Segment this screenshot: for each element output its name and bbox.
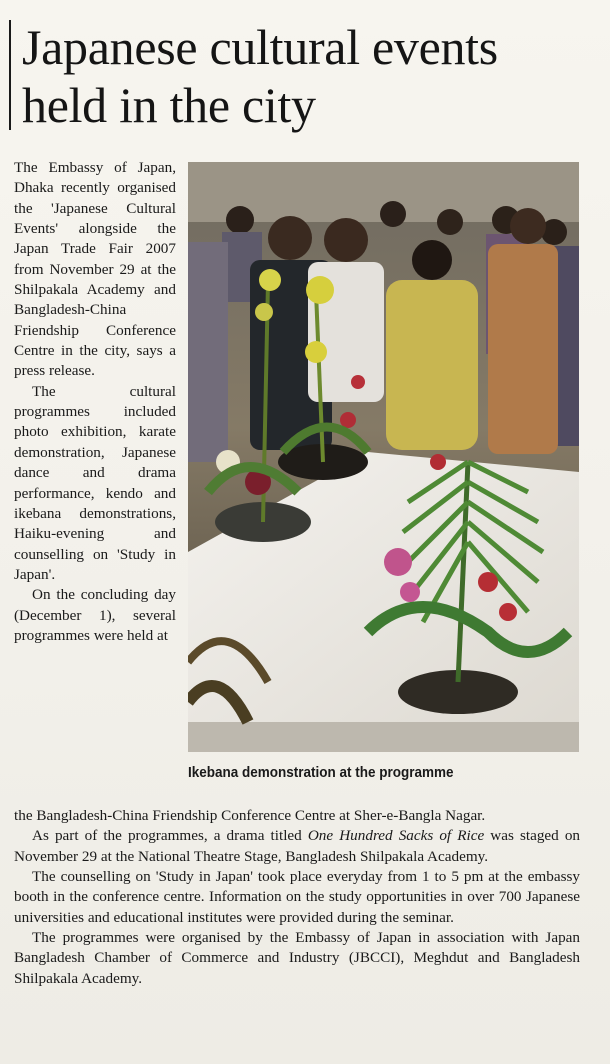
headline <box>22 18 597 134</box>
ikebana-photo <box>188 162 579 752</box>
headline-line-2: held in the city <box>22 77 316 133</box>
narrow-column <box>14 158 176 646</box>
drama-text-before: As part of the programmes, a drama titled <box>32 827 308 845</box>
photo-caption: Ikebana demonstration at the programme <box>188 764 454 781</box>
drama-text-after: was staged on November 29 at the National Theatre Stage, Bangladesh Shilpakala Academy. <box>14 827 581 865</box>
ikebana-photo-illustration <box>188 162 579 752</box>
paragraph-programmes: The cultural programmes included photo exhibition, karate demonstration, Japanese dance and drama performance, kendo and ikebana demonstrations, Haiku-evening and counselling on 'Study in Japan'. <box>14 382 176 583</box>
paragraph-concluding-start: On the concluding day (December 1), several programmes were held at <box>14 586 176 644</box>
paragraph-intro: The Embassy of Japan, Dhaka recently organised the 'Japanese Cultural Events' alongside the Japan Trade Fair 2007 from November 29 at the Shilpakala Academy and Bangladesh-China Friendship Conference Centre in the city, says a press release. <box>14 159 176 380</box>
headline-line-1: Japanese cultural events <box>22 19 498 75</box>
full-width-column <box>14 806 580 989</box>
paragraph-organisers: The programmes were organised by the Embassy of Japan in association with Japan Bangladesh Chamber of Commerce and Industry (JBCCI), Meghdut and Bangladesh Shilpakala Academy. <box>14 929 580 987</box>
paragraph-concluding-end: the Bangladesh-China Friendship Conference Centre at Sher-e-Bangla Nagar. <box>14 807 486 824</box>
paragraph-drama <box>14 826 580 867</box>
headline-rule <box>9 20 11 130</box>
drama-title: One Hundred Sacks of Rice <box>307 827 485 845</box>
paragraph-counselling: The counselling on 'Study in Japan' took place everyday from 1 to 5 pm at the embassy booth in the conference centre. Information on the study opportunities in over 700 Japanese universities and educational institutes were provided during the seminar. <box>14 868 580 926</box>
